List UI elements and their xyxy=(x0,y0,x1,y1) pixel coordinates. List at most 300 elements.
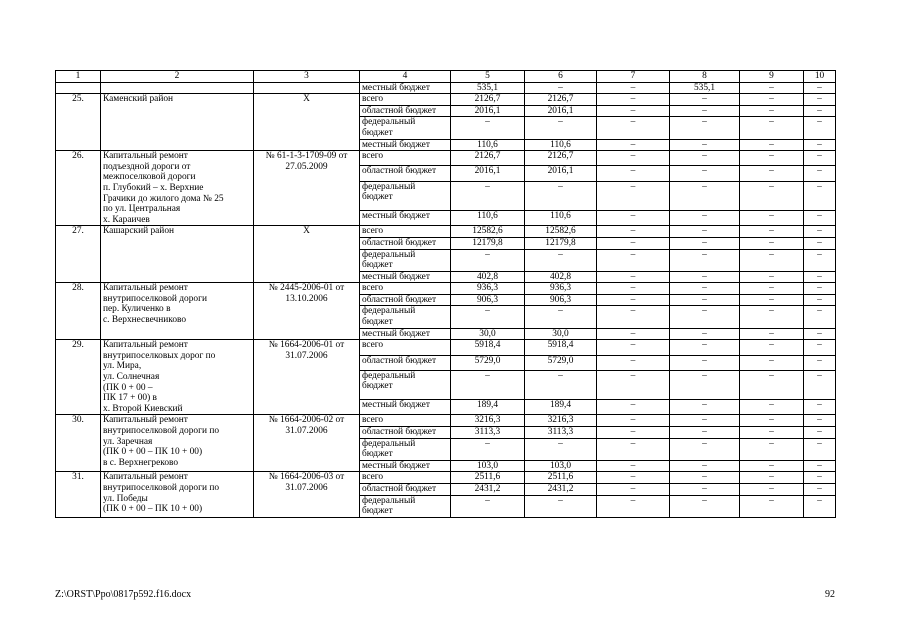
budget-value-text: 110,6 xyxy=(477,139,498,150)
budget-value xyxy=(451,340,525,355)
budget-source-label xyxy=(360,438,451,460)
budget-value-text: 12179,8 xyxy=(545,237,576,248)
budget-source-label xyxy=(360,94,451,106)
budget-value-text: – xyxy=(630,294,636,305)
budget-value-text: – xyxy=(630,271,636,282)
budget-value-text: – xyxy=(769,495,774,506)
budget-value-text: – xyxy=(558,82,563,93)
budget-source-label-text: всего xyxy=(362,94,384,105)
budget-value-text: – xyxy=(769,105,774,116)
budget-value xyxy=(451,249,525,271)
budget-value-text: – xyxy=(817,271,822,282)
table-row xyxy=(56,94,836,106)
budget-source-label-text: местный бюджет xyxy=(362,400,430,411)
budget-value xyxy=(597,151,670,166)
budget-value xyxy=(525,237,597,249)
budget-value xyxy=(740,472,804,484)
budget-value-text: – xyxy=(817,400,822,411)
budget-value xyxy=(670,328,740,340)
budget-value xyxy=(525,355,597,370)
budget-value-text: – xyxy=(630,340,636,351)
budget-value-text: – xyxy=(817,355,822,366)
budget-value xyxy=(451,472,525,484)
budget-value-text: – xyxy=(817,438,822,449)
budget-value xyxy=(597,117,670,139)
budget-value xyxy=(804,438,836,460)
carry-over-row xyxy=(56,82,836,94)
budget-value-text: – xyxy=(630,400,636,411)
budget-value-text: – xyxy=(769,166,774,177)
budget-value-text: – xyxy=(769,460,774,471)
budget-value-text: – xyxy=(769,415,774,426)
budget-source-label-text: областной бюджет xyxy=(362,294,437,305)
budget-value xyxy=(525,460,597,472)
budget-source-label xyxy=(360,340,451,355)
item-name xyxy=(101,340,254,415)
item-document-text: Х xyxy=(303,94,310,105)
column-number-2-text: 2 xyxy=(174,71,180,81)
budget-value xyxy=(670,166,740,181)
column-number-6-text: 6 xyxy=(558,71,563,81)
budget-value xyxy=(525,340,597,355)
budget-value-text: – xyxy=(485,306,490,317)
budget-value-text: 3216,3 xyxy=(547,415,574,426)
budget-source-label-text: областной бюджет xyxy=(362,355,437,366)
budget-source-label xyxy=(360,166,451,181)
budget-value-text: – xyxy=(558,117,563,128)
budget-value-text: – xyxy=(630,226,636,237)
column-number-7 xyxy=(597,71,670,83)
item-name-text: Капитальный ремонт внутрипоселковой дороги по ул. Заречная (ПК 0 + 00 – ПК 10 + 00) в с. Верхнегреково xyxy=(103,415,220,468)
budget-value-text: – xyxy=(630,355,636,366)
budget-value-text: – xyxy=(702,151,707,162)
budget-value xyxy=(451,427,525,439)
budget-value-text: 5729,0 xyxy=(547,355,574,366)
budget-value xyxy=(597,226,670,238)
item-document-text: № 2445-2006-01 от 13.10.2006 xyxy=(268,283,345,304)
budget-value-text: 2016,1 xyxy=(547,105,574,116)
budget-value-text: – xyxy=(485,249,490,260)
budget-value xyxy=(740,94,804,106)
item-name xyxy=(101,415,254,472)
budget-value-text: – xyxy=(630,237,636,248)
budget-value-text: – xyxy=(817,249,822,260)
item-document xyxy=(254,283,360,340)
budget-value-text: – xyxy=(817,328,822,339)
budget-value-text: – xyxy=(769,340,774,351)
budget-source-label xyxy=(360,151,451,166)
budget-source-label xyxy=(360,427,451,439)
budget-value xyxy=(670,400,740,415)
budget-source-label xyxy=(360,237,451,249)
budget-value xyxy=(740,166,804,181)
budget-value xyxy=(525,82,597,94)
budget-value xyxy=(525,495,597,517)
budget-value-text: – xyxy=(630,94,636,105)
budget-value xyxy=(451,483,525,495)
budget-source-label xyxy=(360,355,451,370)
budget-value-text: – xyxy=(769,82,774,93)
budget-source-label-text: местный бюджет xyxy=(362,328,430,339)
budget-value-text: – xyxy=(558,181,563,192)
column-number-1-text: 1 xyxy=(75,71,81,81)
column-number-9 xyxy=(740,71,804,83)
budget-value xyxy=(597,460,670,472)
budget-value-text: – xyxy=(485,181,490,192)
budget-value-text: – xyxy=(817,340,822,351)
column-number-6 xyxy=(525,71,597,83)
budget-value xyxy=(804,472,836,484)
budget-source-label-text: областной бюджет xyxy=(362,166,437,177)
budget-value xyxy=(451,328,525,340)
budget-value-text: – xyxy=(817,483,822,494)
budget-value-text: – xyxy=(702,340,707,351)
budget-value-text: 12179,8 xyxy=(472,237,503,248)
item-number xyxy=(56,151,101,226)
budget-source-label xyxy=(360,117,451,139)
budget-source-label xyxy=(360,294,451,306)
budget-value xyxy=(597,340,670,355)
budget-value xyxy=(670,82,740,94)
budget-value-text: – xyxy=(702,328,707,339)
budget-value xyxy=(597,210,670,225)
budget-value xyxy=(804,370,836,399)
budget-value-text: – xyxy=(558,249,563,260)
budget-value xyxy=(740,151,804,166)
budget-value-text: 2431,2 xyxy=(474,483,501,494)
budget-value-text: – xyxy=(817,306,822,317)
budget-value xyxy=(525,166,597,181)
budget-value-text: – xyxy=(817,283,822,294)
budget-source-label-text: всего xyxy=(362,472,384,483)
budget-value xyxy=(451,438,525,460)
budget-value xyxy=(597,370,670,399)
budget-value-text: 2126,7 xyxy=(547,94,574,105)
budget-value-text: 2016,1 xyxy=(474,105,501,116)
budget-value xyxy=(804,294,836,306)
budget-value xyxy=(525,400,597,415)
budget-value xyxy=(525,139,597,151)
budget-value xyxy=(804,166,836,181)
budget-source-label-text: федеральный бюджет xyxy=(362,181,416,203)
budget-value-text: – xyxy=(630,210,636,221)
budget-value xyxy=(670,370,740,399)
table-row xyxy=(56,151,836,166)
budget-value-text: 103,0 xyxy=(549,460,572,471)
budget-value xyxy=(670,94,740,106)
budget-source-label xyxy=(360,306,451,328)
budget-value-text: 535,1 xyxy=(693,82,716,93)
budget-value xyxy=(740,105,804,117)
budget-value xyxy=(597,283,670,295)
budget-value-text: – xyxy=(558,495,563,506)
carry-name-empty xyxy=(101,82,254,94)
budget-value-text: 5729,0 xyxy=(474,355,501,366)
budget-source-label xyxy=(360,139,451,151)
budget-source-label-text: федеральный бюджет xyxy=(362,370,416,392)
budget-value-text: – xyxy=(817,472,822,483)
budget-value-text: – xyxy=(702,210,707,221)
budget-value xyxy=(597,105,670,117)
budget-value xyxy=(525,306,597,328)
column-number-5-text: 5 xyxy=(485,71,490,81)
budget-source-label-text: местный бюджет xyxy=(362,210,430,221)
budget-value xyxy=(740,370,804,399)
budget-value-text: – xyxy=(702,370,707,381)
budget-value xyxy=(804,415,836,427)
budget-value xyxy=(525,370,597,399)
budget-value xyxy=(804,460,836,472)
budget-value-text: – xyxy=(769,328,774,339)
budget-value xyxy=(740,460,804,472)
budget-value xyxy=(451,294,525,306)
table-row xyxy=(56,283,836,295)
item-number xyxy=(56,283,101,340)
budget-value xyxy=(670,415,740,427)
budget-value xyxy=(597,355,670,370)
budget-value-text: 2016,1 xyxy=(474,166,501,177)
budget-value-text: – xyxy=(817,82,822,93)
budget-value-text: – xyxy=(769,438,774,449)
budget-value-text: – xyxy=(769,94,774,105)
budget-value xyxy=(670,438,740,460)
budget-value xyxy=(525,271,597,283)
budget-value-text: – xyxy=(769,294,774,305)
budget-value xyxy=(740,483,804,495)
budget-value xyxy=(740,294,804,306)
budget-source-label-text: всего xyxy=(362,226,384,237)
budget-value xyxy=(670,460,740,472)
item-document xyxy=(254,472,360,517)
item-number-text: 28. xyxy=(72,283,84,294)
budget-value-text: 110,6 xyxy=(550,139,571,150)
budget-source-label xyxy=(360,82,451,94)
budget-value-text: – xyxy=(702,306,707,317)
item-name-text: Кашарский район xyxy=(103,226,175,237)
budget-value xyxy=(670,117,740,139)
budget-value xyxy=(451,400,525,415)
budget-value-text: 936,3 xyxy=(549,283,572,294)
budget-value-text: – xyxy=(702,460,707,471)
budget-value xyxy=(804,400,836,415)
item-number-text: 30. xyxy=(72,415,84,426)
budget-value xyxy=(740,139,804,151)
budget-value xyxy=(597,495,670,517)
column-number-5 xyxy=(451,71,525,83)
budget-value xyxy=(597,294,670,306)
budget-source-label xyxy=(360,328,451,340)
budget-value xyxy=(597,472,670,484)
budget-value-text: – xyxy=(630,139,636,150)
budget-value-text: 2511,6 xyxy=(547,472,574,483)
budget-value-text: 3113,3 xyxy=(474,427,501,437)
budget-value-text: 3216,3 xyxy=(474,415,501,426)
budget-value xyxy=(804,355,836,370)
budget-value xyxy=(451,355,525,370)
budget-value-text: – xyxy=(702,427,707,437)
budget-source-label xyxy=(360,210,451,225)
budget-value xyxy=(451,271,525,283)
budget-value-text: – xyxy=(485,117,490,128)
budget-value xyxy=(740,415,804,427)
budget-value xyxy=(597,306,670,328)
budget-value xyxy=(451,306,525,328)
budget-source-label-text: федеральный бюджет xyxy=(362,438,416,460)
budget-value xyxy=(740,427,804,439)
budget-value xyxy=(740,237,804,249)
budget-value-text: – xyxy=(702,294,707,305)
budget-source-label-text: областной бюджет xyxy=(362,237,437,248)
item-number-text: 25. xyxy=(72,94,84,105)
budget-value xyxy=(525,438,597,460)
budget-value-text: – xyxy=(630,306,636,317)
budget-value-text: – xyxy=(769,151,774,162)
budget-value xyxy=(451,415,525,427)
budget-value xyxy=(670,249,740,271)
budget-value xyxy=(670,181,740,210)
budget-source-label xyxy=(360,400,451,415)
page-number: 92 xyxy=(825,589,835,600)
budget-value xyxy=(597,237,670,249)
budget-value-text: 936,3 xyxy=(476,283,499,294)
budget-value xyxy=(670,306,740,328)
budget-value-text: 2126,7 xyxy=(547,151,574,162)
item-name-text: Капитальный ремонт внутрипоселковой дороги по ул. Победы (ПК 0 + 00 – ПК 10 + 00) xyxy=(103,472,220,515)
budget-value xyxy=(804,139,836,151)
budget-value-text: – xyxy=(630,181,636,192)
item-document xyxy=(254,415,360,472)
budget-value-text: – xyxy=(769,271,774,282)
item-document-text: № 1664-2006-01 от 31.07.2006 xyxy=(268,340,345,361)
budget-value xyxy=(804,340,836,355)
budget-value-text: – xyxy=(630,370,636,381)
budget-value xyxy=(525,328,597,340)
item-document xyxy=(254,94,360,151)
budget-value xyxy=(597,427,670,439)
item-document-text: № 61-1-3-1709-09 от 27.05.2009 xyxy=(265,151,348,172)
budget-value xyxy=(804,427,836,439)
budget-value-text: 3113,3 xyxy=(547,427,574,437)
footer-file-path: Z:\ORST\Ppo\0817p592.f16.docx xyxy=(55,589,192,600)
budget-value xyxy=(670,427,740,439)
item-number xyxy=(56,415,101,472)
budget-value xyxy=(597,400,670,415)
budget-value-text: – xyxy=(702,249,707,260)
budget-value xyxy=(740,400,804,415)
budget-value-text: – xyxy=(558,370,563,381)
budget-value-text: – xyxy=(702,400,707,411)
budget-value xyxy=(670,237,740,249)
budget-value-text: – xyxy=(630,415,636,426)
budget-value xyxy=(740,117,804,139)
budget-value xyxy=(597,271,670,283)
budget-source-label xyxy=(360,105,451,117)
budget-source-label-text: всего xyxy=(362,415,384,426)
budget-value xyxy=(740,249,804,271)
budget-value xyxy=(597,166,670,181)
budget-value-text: – xyxy=(702,139,707,150)
budget-value-text: 30,0 xyxy=(479,328,496,339)
budget-value-text: – xyxy=(485,438,490,449)
table-row xyxy=(56,415,836,427)
budget-value-text: – xyxy=(817,495,822,506)
budget-value-text: – xyxy=(702,237,707,248)
table-body xyxy=(56,71,836,518)
budget-value xyxy=(804,94,836,106)
budget-value xyxy=(597,139,670,151)
budget-value-text: – xyxy=(817,166,822,177)
budget-value-text: – xyxy=(558,438,563,449)
budget-value xyxy=(451,283,525,295)
budget-value-text: – xyxy=(702,94,707,105)
budget-value xyxy=(525,483,597,495)
budget-value xyxy=(740,306,804,328)
budget-value xyxy=(597,328,670,340)
budget-value-text: – xyxy=(702,415,707,426)
budget-value-text: – xyxy=(702,438,707,449)
budget-value xyxy=(451,210,525,225)
budget-value-text: – xyxy=(817,370,822,381)
budget-value-text: – xyxy=(702,166,707,177)
budget-source-label xyxy=(360,472,451,484)
table-header-row xyxy=(56,71,836,83)
budget-value-text: 189,4 xyxy=(476,400,499,411)
column-number-3-text: 3 xyxy=(304,71,309,81)
budget-source-label-text: местный бюджет xyxy=(362,139,430,150)
budget-value xyxy=(670,105,740,117)
budget-value-text: – xyxy=(630,249,636,260)
budget-value xyxy=(740,328,804,340)
budget-value-text: – xyxy=(769,117,774,128)
budget-value-text: – xyxy=(817,139,822,150)
budget-value xyxy=(525,105,597,117)
budget-value-text: 5918,4 xyxy=(474,340,501,351)
budget-value xyxy=(740,438,804,460)
budget-value xyxy=(525,94,597,106)
budget-value xyxy=(804,283,836,295)
budget-value xyxy=(670,472,740,484)
budget-value-text: 12582,6 xyxy=(472,226,503,237)
budget-value xyxy=(670,495,740,517)
budget-value-text: 110,6 xyxy=(550,210,571,221)
budget-value xyxy=(525,427,597,439)
budget-value xyxy=(451,237,525,249)
budget-value xyxy=(525,181,597,210)
column-number-4-text: 4 xyxy=(402,71,408,81)
budget-value xyxy=(804,271,836,283)
budget-value xyxy=(451,370,525,399)
budget-value-text: – xyxy=(558,306,563,317)
budget-value xyxy=(804,105,836,117)
budget-value xyxy=(525,294,597,306)
budget-value xyxy=(804,328,836,340)
budget-value xyxy=(740,181,804,210)
budget-value xyxy=(804,117,836,139)
budget-value xyxy=(451,82,525,94)
budget-value-text: 402,8 xyxy=(476,271,499,282)
table-row xyxy=(56,226,836,238)
budget-source-label-text: всего xyxy=(362,283,384,294)
budget-value-text: – xyxy=(817,105,822,116)
budget-source-label xyxy=(360,460,451,472)
budget-value xyxy=(670,271,740,283)
budget-value-text: 906,3 xyxy=(476,294,499,305)
budget-source-label-text: местный бюджет xyxy=(362,82,430,93)
budget-value-text: – xyxy=(817,117,822,128)
budget-value-text: – xyxy=(817,415,822,426)
budget-value-text: – xyxy=(769,210,774,221)
budget-source-label-text: областной бюджет xyxy=(362,483,437,494)
